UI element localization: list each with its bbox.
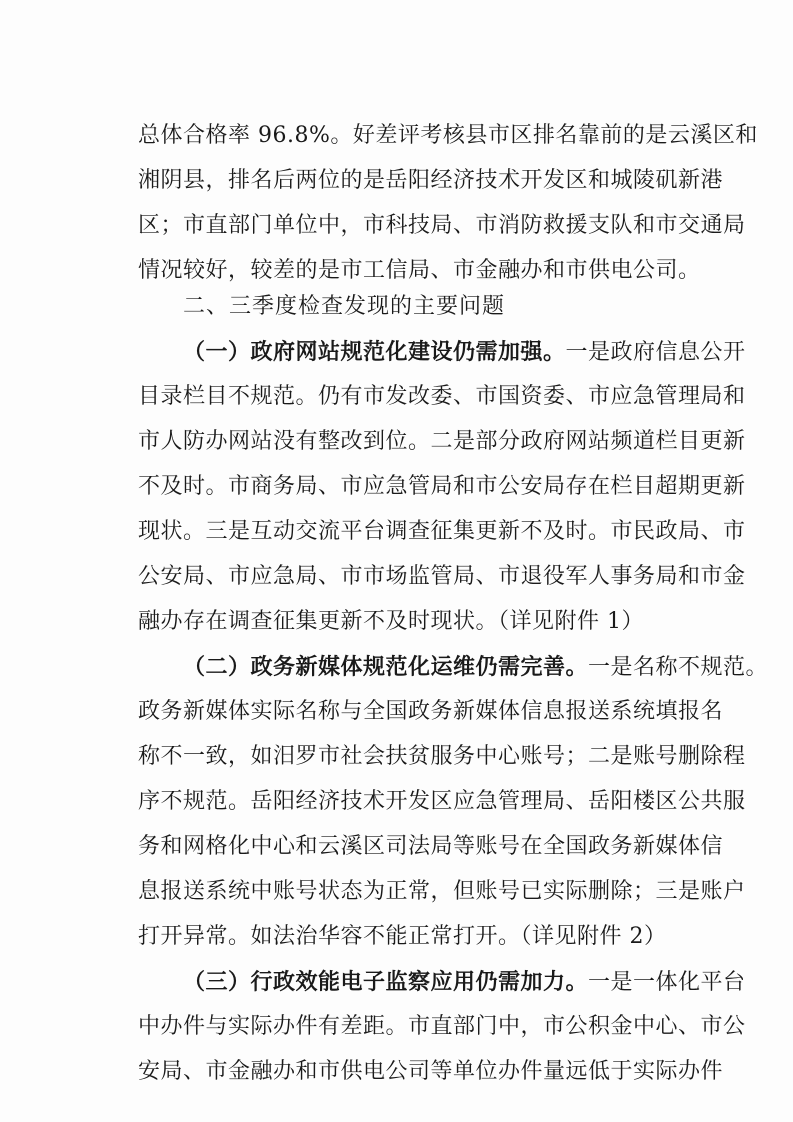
intro-line-1: 总体合格率 96.8%。好差评考核县市区排名靠前的是云溪区和	[138, 123, 758, 148]
para3-first-rest: 一是一体化平台	[588, 970, 746, 995]
para1-line: 融办存在调查征集更新不及时现状。（详见附件 1）	[138, 609, 644, 634]
para1-line: 不及时。市商务局、市应急管局和市公安局存在栏目超期更新	[138, 474, 746, 499]
para1-first-rest: 一是政府信息公开	[565, 340, 746, 365]
para2-line: 打开异常。如法治华容不能正常打开。（详见附件 2）	[138, 924, 667, 949]
intro-line-2: 湘阴县，排名后两位的是岳阳经济技术开发区和城陵矶新港	[138, 168, 724, 193]
para1-first-line	[183, 337, 746, 367]
para2-first-line	[183, 652, 769, 682]
para1-subhead: （一）政府网站规范化建设仍需加强。	[183, 339, 566, 365]
para1-line: 现状。三是互动交流平台调查征集更新不及时。市民政局、市	[138, 519, 746, 544]
para3-line: 中办件与实际办件有差距。市直部门中，市公积金中心、市公	[138, 1014, 746, 1039]
para3-first-line	[183, 967, 746, 997]
para1-line: 公安局、市应急局、市市场监管局、市退役军人事务局和市金	[138, 564, 746, 589]
para2-line: 息报送系统中账号状态为正常，但账号已实际删除；三是账户	[138, 879, 746, 904]
para2-line: 务和网格化中心和云溪区司法局等账号在全国政务新媒体信	[138, 834, 724, 859]
section-heading: 二、三季度检查发现的主要问题	[183, 294, 506, 319]
para1-line: 市人防办网站没有整改到位。二是部分政府网站频道栏目更新	[138, 429, 746, 454]
para2-line: 序不规范。岳阳经济技术开发区应急管理局、岳阳楼区公共服	[138, 789, 746, 814]
para2-subhead: （二）政务新媒体规范化运维仍需完善。	[183, 654, 589, 680]
intro-line-3: 区；市直部门单位中，市科技局、市消防救援支队和市交通局	[138, 213, 746, 238]
para2-line: 称不一致，如汨罗市社会扶贫服务中心账号；二是账号删除程	[138, 744, 746, 769]
para2-line: 政务新媒体实际名称与全国政务新媒体信息报送系统填报名	[138, 699, 724, 724]
para2-first-rest: 一是名称不规范。	[588, 655, 769, 680]
para1-line: 目录栏目不规范。仍有市发改委、市国资委、市应急管理局和	[138, 384, 746, 409]
para3-subhead: （三）行政效能电子监察应用仍需加力。	[183, 969, 589, 995]
para3-line: 安局、市金融办和市供电公司等单位办件量远低于实际办件	[138, 1059, 724, 1084]
intro-line-4: 情况较好，较差的是市工信局、市金融办和市供电公司。	[138, 258, 701, 283]
